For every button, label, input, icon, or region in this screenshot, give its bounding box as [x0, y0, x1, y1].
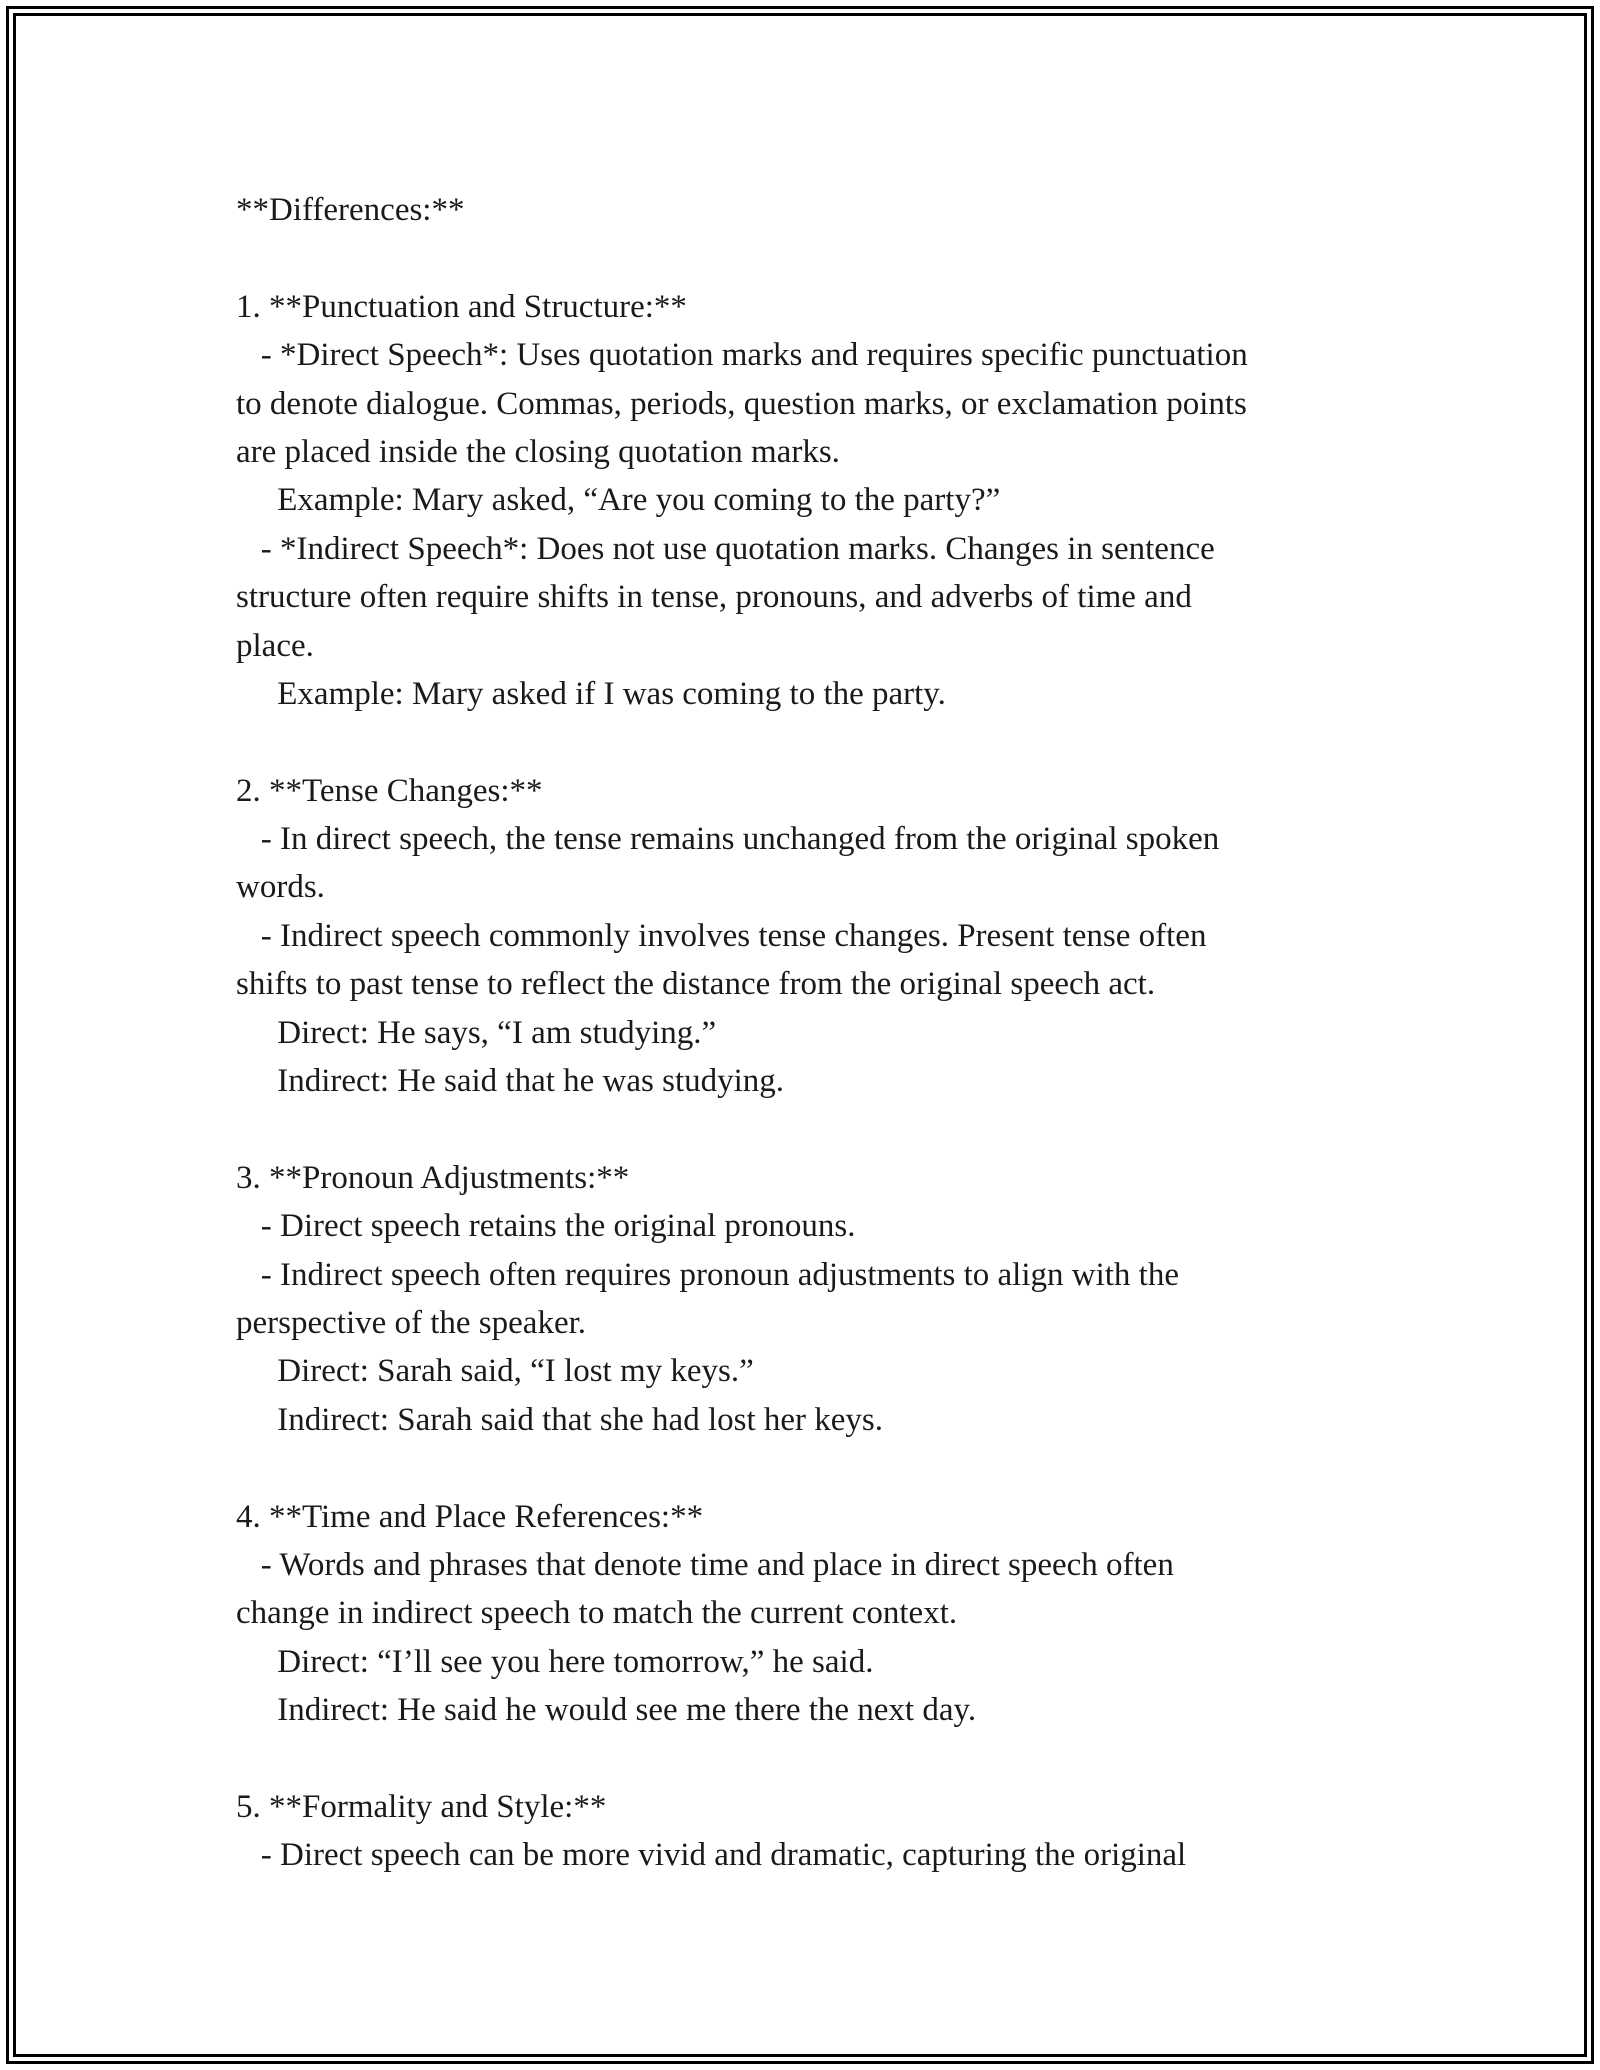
example-line: Indirect: He said that he was studying.: [236, 1063, 785, 1100]
section-line: words.: [236, 869, 325, 906]
example-line: Example: Mary asked if I was coming to the party.: [236, 675, 946, 712]
example-line: Indirect: Sarah said that she had lost her keys.: [236, 1401, 883, 1438]
section-line: - *Direct Speech*: Uses quotation marks and requires specific punctuation: [236, 337, 1248, 374]
section-line: - Direct speech retains the original pronouns.: [236, 1208, 856, 1245]
section-line: - Direct speech can be more vivid and dramatic, capturing the original: [236, 1837, 1187, 1874]
section-line: change in indirect speech to match the current context.: [236, 1595, 958, 1632]
section-title: 2. **Tense Changes:**: [236, 772, 543, 809]
example-line: Example: Mary asked, “Are you coming to the party?”: [236, 482, 1001, 519]
document-heading: **Differences:**: [236, 192, 465, 228]
blank-line: [236, 234, 1386, 282]
section-line: - Words and phrases that denote time and place in direct speech often: [236, 1546, 1174, 1583]
section-title: 1. **Punctuation and Structure:**: [236, 288, 687, 325]
section-line: - *Indirect Speech*: Does not use quotation marks. Changes in sentence: [236, 530, 1215, 567]
blank-line: [236, 718, 1386, 766]
blank-line: [236, 1735, 1386, 1783]
section-line: - Indirect speech commonly involves tense changes. Present tense often: [236, 917, 1207, 954]
blank-line: [236, 1444, 1386, 1492]
section-line: - Indirect speech often requires pronoun adjustments to align with the: [236, 1256, 1179, 1293]
section-title: 3. **Pronoun Adjustments:**: [236, 1159, 630, 1196]
section-line: are placed inside the closing quotation marks.: [236, 433, 840, 470]
section-line: place.: [236, 627, 314, 664]
section-line: shifts to past tense to reflect the distance from the original speech act.: [236, 966, 1156, 1003]
example-line: Direct: He says, “I am studying.”: [236, 1014, 717, 1051]
section-title: 4. **Time and Place References:**: [236, 1498, 704, 1535]
blank-line: [236, 1105, 1386, 1153]
example-line: Direct: “I’ll see you here tomorrow,” he said.: [236, 1643, 874, 1680]
section-line: perspective of the speaker.: [236, 1304, 587, 1341]
document-body: [236, 186, 1386, 1880]
section-title: 5. **Formality and Style:**: [236, 1788, 607, 1825]
example-line: Direct: Sarah said, “I lost my keys.”: [236, 1353, 754, 1390]
section-line: - In direct speech, the tense remains unchanged from the original spoken: [236, 821, 1220, 858]
section-line: structure often require shifts in tense, pronouns, and adverbs of time and: [236, 579, 1192, 616]
example-line: Indirect: He said he would see me there the next day.: [236, 1692, 977, 1729]
section-line: to denote dialogue. Commas, periods, question marks, or exclamation points: [236, 385, 1247, 422]
